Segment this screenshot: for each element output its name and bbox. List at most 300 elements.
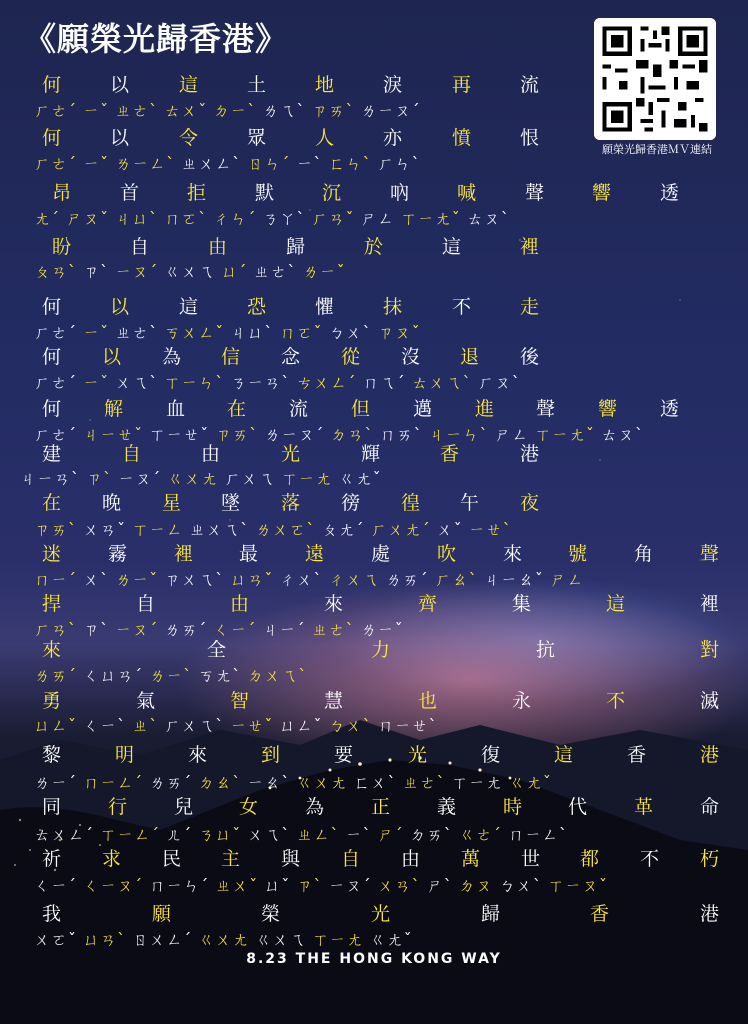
- bopomofo-segment: ㄒㄧㄥ: [132, 520, 190, 539]
- lyric-char: 香: [627, 744, 647, 766]
- bopomofo-segment: ㄇㄞˋ: [379, 425, 429, 444]
- bopomofo-segment: ㄓㄨˇ: [215, 876, 265, 895]
- lyric-char: 首: [120, 182, 140, 204]
- lyric-char: 何: [42, 127, 62, 149]
- lyric-char: 來: [188, 744, 208, 766]
- bopomofo-segment: ㄈㄨˋ: [353, 773, 403, 792]
- lyric-char: 集: [512, 593, 532, 615]
- bopomofo-segment: ㄕˋ: [426, 876, 459, 895]
- lyric-char: 歸: [286, 236, 306, 258]
- bopomofo-segment: ㄉㄞˋ: [409, 825, 459, 844]
- lyric-char: 由: [230, 593, 250, 615]
- bopomofo-segment: ㄏㄡˋ: [477, 373, 521, 392]
- bopomofo-segment: ㄩㄢˋ: [83, 930, 133, 949]
- bopomofo-segment: ㄐㄩˋ: [230, 323, 280, 342]
- lyric-char: 明: [115, 744, 135, 766]
- bopomofo-segment: ㄌㄧㄡˊ: [264, 425, 331, 444]
- lyric-char: 自: [130, 236, 150, 258]
- lyric-char: 沒: [401, 346, 421, 368]
- lyric-char: 號: [568, 543, 588, 565]
- lyric-char: 主: [221, 848, 241, 870]
- bopomofo-segment: ㄏㄣˋ: [377, 154, 421, 173]
- lyric-char: 喊: [457, 182, 477, 204]
- lyric-char: 要: [334, 744, 354, 766]
- bopomofo-segment: ㄅㄨˋ: [328, 716, 378, 735]
- bopomofo-segment: ㄒㄧㄣˋ: [164, 373, 231, 392]
- bopomofo-segment: ㄖㄣˊ: [247, 154, 297, 173]
- lyric-char: 遠: [305, 543, 325, 565]
- bopomofo-segment: ㄌㄞˊ: [385, 570, 435, 589]
- lyric-char: 昂: [52, 182, 72, 204]
- lyric-char: 在: [227, 398, 247, 420]
- lyric-char: 榮: [261, 903, 281, 925]
- lyric-char: 後: [520, 346, 540, 368]
- lyric-char: 星: [162, 492, 182, 514]
- bopomofo-segment: ㄍㄨㄤ: [198, 930, 256, 949]
- bopomofo-segment: ㄑㄩㄢˊ: [83, 666, 150, 685]
- lyric-char: 光: [408, 744, 428, 766]
- lyric-char: 革: [634, 796, 654, 818]
- bopomofo-segment: ㄊㄡˋ: [600, 425, 644, 444]
- lyric-char: 對: [700, 639, 720, 661]
- lyric-char: 何: [42, 74, 62, 96]
- lyric-char: 恐: [247, 296, 267, 318]
- lyric-char: 智: [230, 690, 250, 712]
- lyric-line-bopomofo: [34, 425, 644, 445]
- bopomofo-segment: ㄧˇ: [83, 373, 116, 392]
- lyric-char: 午: [460, 492, 480, 514]
- lyric-char: 正: [371, 796, 391, 818]
- lyric-char: 在: [42, 492, 62, 514]
- bopomofo-segment: ㄇㄧㄝˋ: [377, 716, 438, 735]
- bopomofo-segment: ㄧˋ: [345, 825, 378, 844]
- lyric-line-bopomofo: [34, 773, 552, 793]
- lyric-char: 沉: [322, 182, 342, 204]
- bopomofo-segment: ㄏㄜˊ: [34, 425, 84, 444]
- lyric-char: 土: [247, 74, 267, 96]
- bopomofo-segment: ㄨㄟˋ: [247, 825, 297, 844]
- lyric-line-bopomofo: [34, 373, 521, 393]
- lyric-char: 歸: [481, 903, 501, 925]
- lyric-char: 最: [239, 543, 259, 565]
- bopomofo-segment: ㄒㄧㄥˊ: [100, 825, 167, 844]
- bopomofo-segment: ㄉㄨㄟˋ: [247, 666, 308, 685]
- lyric-char: 退: [460, 346, 480, 368]
- bopomofo-segment: ㄩˊ: [221, 262, 254, 281]
- lyric-char: 角: [634, 543, 654, 565]
- bopomofo-segment: ㄨㄢˋ: [377, 876, 427, 895]
- bopomofo-segment: ㄉㄠˋ: [198, 773, 248, 792]
- bopomofo-segment: ㄓㄥˋ: [296, 825, 346, 844]
- lyric-char: 迷: [42, 543, 62, 565]
- lyric-char: 建: [42, 443, 62, 465]
- bopomofo-segment: ㄩㄥˇ: [34, 716, 84, 735]
- bopomofo-segment: ㄉㄡ: [458, 876, 499, 895]
- bopomofo-segment: ㄒㄧㄤˇ: [534, 425, 601, 444]
- lyric-line-bopomofo: [34, 101, 421, 121]
- bopomofo-segment: ㄌㄧㄥˋ: [115, 154, 182, 173]
- bopomofo-segment: ㄧㄡˊ: [118, 469, 168, 488]
- bopomofo-segment: ㄍㄨㄟ: [164, 262, 222, 281]
- lyric-char: 民: [162, 848, 182, 870]
- bopomofo-segment: ㄏㄢˋ: [34, 620, 84, 639]
- bopomofo-segment: ㄗˋ: [83, 620, 116, 639]
- lyric-char: 自: [136, 593, 156, 615]
- lyric-char: 盼: [52, 236, 72, 258]
- lyric-char: 由: [208, 236, 228, 258]
- lyric-char: 自: [341, 848, 361, 870]
- bopomofo-segment: ㄇㄧˊ: [34, 570, 84, 589]
- lyric-char: 朽: [700, 848, 720, 870]
- lyric-char: 這: [442, 236, 462, 258]
- lyric-char: 願: [152, 903, 172, 925]
- lyric-char: 處: [371, 543, 391, 565]
- lyric-char: 以: [110, 296, 130, 318]
- lyric-char: 氣: [136, 690, 156, 712]
- lyric-char: 世: [521, 848, 541, 870]
- lyric-char: 何: [42, 346, 62, 368]
- bopomofo-segment: ㄌㄞˊ: [149, 773, 199, 792]
- lyric-char: 捍: [42, 593, 62, 615]
- bopomofo-segment: ㄆㄤˊ: [321, 520, 371, 539]
- lyric-char: 港: [700, 903, 720, 925]
- lyric-char: 為: [305, 796, 325, 818]
- bopomofo-segment: ㄇㄧㄥˊ: [83, 773, 150, 792]
- bopomofo-segment: ㄒㄧㄤ: [281, 469, 339, 488]
- bopomofo-segment: ㄨˇ: [436, 520, 469, 539]
- lyric-char: 來: [324, 593, 344, 615]
- lyric-char: 霧: [108, 543, 128, 565]
- lyric-line-bopomofo: [20, 469, 382, 489]
- bopomofo-segment: ㄇㄧㄥˋ: [507, 825, 568, 844]
- bopomofo-segment: ㄤˊ ㄕㄡˇ ㄐㄩˋ ㄇㄛˋ ㄔㄣˊ: [34, 209, 263, 228]
- lyric-line-bopomofo: [34, 716, 438, 736]
- lyric-char: 徨: [401, 492, 421, 514]
- bopomofo-segment: ㄎㄤˋ: [198, 666, 248, 685]
- lyric-line-bopomofo: [34, 209, 510, 229]
- lyric-char: 全: [207, 639, 227, 661]
- lyric-char: 為: [162, 346, 182, 368]
- bopomofo-segment: ㄗㄞˋ: [215, 425, 265, 444]
- lyric-char: 光: [371, 903, 391, 925]
- lyric-char: 聲: [536, 398, 556, 420]
- bopomofo-segment: ㄨˋ: [83, 570, 116, 589]
- bopomofo-segment: ㄧㄝˋ: [468, 520, 512, 539]
- lyric-char: 求: [102, 848, 122, 870]
- bopomofo-segment: ㄍㄨㄤ: [167, 469, 225, 488]
- bopomofo-segment: ㄒㄧㄤ: [312, 930, 370, 949]
- lyric-char: 於: [364, 236, 384, 258]
- lyric-char: 這: [179, 296, 199, 318]
- bopomofo-segment: ㄓㄨㄟˋ: [189, 520, 256, 539]
- bopomofo-segment: ㄌㄧˊ: [34, 773, 84, 792]
- lyric-char: 萬: [461, 848, 481, 870]
- lyric-char: 香: [440, 443, 460, 465]
- bopomofo-segment: ㄓㄜˋ: [253, 262, 303, 281]
- lyric-char: 港: [520, 443, 540, 465]
- lyric-char: 裡: [520, 236, 540, 258]
- lyric-char: 晚: [102, 492, 122, 514]
- lyric-char: 時: [503, 796, 523, 818]
- lyric-line-bopomofo: [34, 154, 421, 174]
- qr-caption: 願榮光歸香港ＭＶ連結: [602, 143, 712, 156]
- bopomofo-segment: ㄒㄧㄤˇ: [400, 209, 467, 228]
- lyric-char: 來: [42, 639, 62, 661]
- footer-text: 8.23 THE HONG KONG WAY: [246, 951, 502, 967]
- bopomofo-segment: ㄏㄨㄤˊ: [370, 520, 437, 539]
- bopomofo-segment: ㄋㄩˇ: [198, 825, 248, 844]
- lyric-char: 義: [437, 796, 457, 818]
- lyric-char: 聲: [525, 182, 545, 204]
- bopomofo-segment: ㄌㄧˇ: [115, 570, 165, 589]
- bopomofo-segment: ㄌㄞˊ: [164, 620, 214, 639]
- bopomofo-segment: ㄕˊ: [377, 825, 410, 844]
- bopomofo-segment: ㄨㄟˋ: [115, 373, 165, 392]
- bopomofo-segment: ㄐㄧㄣˋ: [428, 425, 495, 444]
- bopomofo-segment: ㄑㄧˊ: [34, 876, 84, 895]
- bopomofo-segment: ㄏㄨㄟˋ: [164, 716, 231, 735]
- bopomofo-segment: ㄅㄨˋ: [498, 876, 549, 895]
- bopomofo-segment: ㄍㄤˇ: [508, 773, 552, 792]
- bopomofo-segment: ㄒㄧㄝˇ: [149, 425, 216, 444]
- bopomofo-segment: ㄧㄡˊ: [115, 620, 165, 639]
- bopomofo-segment: ㄧㄡˊ: [328, 876, 378, 895]
- lyric-char: 拒: [187, 182, 207, 204]
- bopomofo-segment: ㄏㄠˋ: [434, 570, 484, 589]
- bopomofo-segment: ㄆㄢˋ: [34, 262, 84, 281]
- lyric-char: 恨: [520, 127, 540, 149]
- bopomofo-segment: ㄓㄜˋ: [402, 773, 452, 792]
- bopomofo-segment: ㄌㄨㄛˋ: [255, 520, 322, 539]
- bopomofo-segment: ㄗˋ: [86, 469, 119, 488]
- bopomofo-segment: ㄋㄚˋ: [262, 209, 312, 228]
- lyric-char: 憤: [452, 127, 472, 149]
- lyric-char: 解: [104, 398, 124, 420]
- lyric-char: 從: [341, 346, 361, 368]
- lyric-char: 透: [660, 182, 680, 204]
- lyric-char: 進: [475, 398, 495, 420]
- bopomofo-segment: ㄩˇ: [264, 876, 297, 895]
- bopomofo-segment: ㄋㄧㄢˋ: [230, 373, 297, 392]
- bopomofo-segment: ㄧㄡˊ: [115, 262, 165, 281]
- bopomofo-segment: ㄇㄟˊ: [362, 373, 412, 392]
- lyric-char: 慧: [324, 690, 344, 712]
- lyric-char: 透: [660, 398, 680, 420]
- lyric-char: 來: [503, 543, 523, 565]
- lyric-char: 這: [554, 744, 574, 766]
- lyric-char: 命: [700, 796, 720, 818]
- lyric-char: 不: [606, 690, 626, 712]
- bopomofo-segment: ㄇㄛˇ: [279, 323, 329, 342]
- lyric-char: 兒: [174, 796, 194, 818]
- bopomofo-segment: ㄧˇ: [83, 323, 116, 342]
- bopomofo-segment: ㄐㄧㄢˋ: [20, 469, 87, 488]
- lyric-char: 人: [315, 127, 335, 149]
- bopomofo-segment: ㄍㄜˊ: [458, 825, 508, 844]
- lyric-char: 念: [281, 346, 301, 368]
- lyric-line-bopomofo: [34, 666, 307, 686]
- bopomofo-segment: ㄖㄨㄥˊ: [132, 930, 199, 949]
- bopomofo-segment: ㄍㄤˇ: [338, 469, 382, 488]
- lyric-char: 響: [592, 182, 612, 204]
- lyric-char: 復: [481, 744, 501, 766]
- lyric-char: 何: [42, 398, 62, 420]
- lyric-char: 代: [568, 796, 588, 818]
- lyric-char: 夜: [520, 492, 540, 514]
- bopomofo-segment: ㄌㄧㄡˊ: [360, 101, 421, 120]
- bopomofo-segment: ㄏㄢˇ: [311, 209, 361, 228]
- bopomofo-segment: ㄑㄧㄡˊ: [83, 876, 150, 895]
- bopomofo-segment: ㄕㄥ: [549, 570, 584, 589]
- lyric-char: 都: [580, 848, 600, 870]
- bopomofo-segment: ㄧㄝˇ: [230, 716, 280, 735]
- bopomofo-segment: ㄏㄜˊ ㄧˇ ㄓㄜˋ ㄊㄨˇ ㄉㄧˋ: [34, 101, 263, 120]
- bopomofo-segment: ㄊㄨㄟˋ: [411, 373, 478, 392]
- lyric-char: 女: [239, 796, 259, 818]
- bopomofo-segment: ㄍㄨㄤ: [296, 773, 354, 792]
- lyric-char: 吶: [390, 182, 410, 204]
- bopomofo-segment: ㄈㄣˋ: [328, 154, 378, 173]
- lyric-char: 祈: [42, 848, 62, 870]
- lyric-char: 裡: [174, 543, 194, 565]
- lyric-char: 血: [166, 398, 186, 420]
- lyric-char: 力: [371, 639, 391, 661]
- lyric-char: 再: [452, 74, 472, 96]
- lyric-char: 流: [520, 74, 540, 96]
- lyric-char: 行: [108, 796, 128, 818]
- bopomofo-segment: ㄒㄧㄤ: [451, 773, 509, 792]
- lyric-line-bopomofo: [34, 570, 584, 590]
- lyric-char: 光: [281, 443, 301, 465]
- lyric-char: 勇: [42, 690, 62, 712]
- bopomofo-segment: ㄔㄨˋ: [279, 570, 329, 589]
- bopomofo-segment: ㄌㄧˇ: [360, 620, 404, 639]
- lyric-char: 齊: [418, 593, 438, 615]
- lyric-char: 吹: [437, 543, 457, 565]
- lyric-char: 自: [122, 443, 142, 465]
- bopomofo-segment: ㄏㄜˊ ㄧˇ: [34, 154, 116, 173]
- lyric-line-bopomofo: [34, 620, 404, 640]
- lyric-char: 聲: [700, 543, 720, 565]
- lyric-line-bopomofo: [34, 262, 346, 282]
- lyric-line-bopomofo: [34, 323, 421, 343]
- lyric-char: 何: [42, 296, 62, 318]
- bopomofo-segment: ㄑㄧˋ: [83, 716, 133, 735]
- lyric-char: 裡: [700, 593, 720, 615]
- lyric-char: 黎: [42, 744, 62, 766]
- lyric-char: 默: [255, 182, 275, 204]
- bopomofo-segment: ㄊㄨㄥˊ: [34, 825, 101, 844]
- bopomofo-segment: ㄓˋ: [132, 716, 165, 735]
- lyric-char: 眾: [247, 127, 267, 149]
- lyric-line-bopomofo: [34, 930, 413, 950]
- lyric-char: 落: [281, 492, 301, 514]
- lyric-char: 以: [110, 127, 130, 149]
- lyric-char: 淚: [383, 74, 403, 96]
- bopomofo-segment: ㄗˋ: [296, 876, 329, 895]
- bopomofo-segment: ㄨㄢˇ: [83, 520, 133, 539]
- bopomofo-segment: ㄧㄠˋ: [247, 773, 297, 792]
- lyric-line-bopomofo: [34, 876, 608, 896]
- bopomofo-segment: ㄊㄡˋ: [466, 209, 510, 228]
- bopomofo-segment: ㄎㄨㄥˇ: [164, 323, 231, 342]
- bopomofo-segment: ㄗㄞˋ: [311, 101, 361, 120]
- lyric-char: 響: [598, 398, 618, 420]
- lyric-char: 我: [42, 903, 62, 925]
- bopomofo-segment: ㄗㄨㄟˋ: [164, 570, 231, 589]
- bopomofo-segment: ㄌㄧˋ: [149, 666, 199, 685]
- lyric-char: 香: [590, 903, 610, 925]
- bopomofo-segment: ㄗㄞˋ: [34, 520, 84, 539]
- lyric-char: 港: [700, 744, 720, 766]
- lyric-char: 也: [418, 690, 438, 712]
- lyric-char: 到: [261, 744, 281, 766]
- bopomofo-segment: ㄓㄨㄥˋ: [181, 154, 248, 173]
- bopomofo-segment: ㄧˋ: [296, 154, 329, 173]
- bopomofo-segment: ㄒㄧㄡˇ: [548, 876, 609, 895]
- lyric-char: 這: [606, 593, 626, 615]
- bopomofo-segment: ㄌㄟˋ: [262, 101, 312, 120]
- bopomofo-segment: ㄐㄧˊ: [262, 620, 312, 639]
- lyric-char: 懼: [315, 296, 335, 318]
- lyric-char: 令: [179, 127, 199, 149]
- bopomofo-segment: ㄨㄛˇ: [34, 930, 84, 949]
- bopomofo-segment: ㄐㄧㄝˇ: [83, 425, 150, 444]
- lyric-char: 走: [520, 296, 540, 318]
- lyric-line-bopomofo: [34, 825, 568, 845]
- bopomofo-segment: ㄍㄨㄟ: [255, 930, 313, 949]
- lyric-char: 墜: [221, 492, 241, 514]
- lyric-char: 永: [512, 690, 532, 712]
- bopomofo-segment: ㄕㄥ: [494, 425, 535, 444]
- bopomofo-segment: ㄏㄨㄟ: [224, 469, 282, 488]
- lyric-char: 流: [289, 398, 309, 420]
- lyric-char: 不: [640, 848, 660, 870]
- lyric-char: 以: [110, 74, 130, 96]
- bopomofo-segment: ㄉㄢˋ: [330, 425, 380, 444]
- song-title: 《願榮光歸香港》: [24, 20, 289, 58]
- lyric-char: 輝: [361, 443, 381, 465]
- lyric-char: 這: [179, 74, 199, 96]
- bopomofo-segment: ㄓㄜˋ: [311, 620, 361, 639]
- bopomofo-segment: ㄐㄧㄠˇ: [483, 570, 550, 589]
- bopomofo-segment: ㄇㄧㄣˊ: [149, 876, 216, 895]
- lyric-char: 由: [401, 848, 421, 870]
- bopomofo-segment: ㄏㄜˊ: [34, 373, 84, 392]
- bopomofo-segment: ㄗㄡˇ: [377, 323, 421, 342]
- bopomofo-segment: ㄩㄥˇ: [279, 716, 329, 735]
- bopomofo-segment: ㄓㄜˋ: [115, 323, 165, 342]
- lyric-char: 同: [42, 796, 62, 818]
- lyric-char: 滅: [700, 690, 720, 712]
- lyric-char: 抹: [383, 296, 403, 318]
- lyric-char: 邁: [413, 398, 433, 420]
- lyric-char: 與: [281, 848, 301, 870]
- lyric-char: 但: [351, 398, 371, 420]
- bopomofo-segment: ㄗˋ: [83, 262, 116, 281]
- lyric-char: 不: [452, 296, 472, 318]
- bopomofo-segment: ㄍㄤˇ: [369, 930, 413, 949]
- lyric-line-bopomofo: [34, 520, 512, 540]
- bopomofo-segment: ㄑㄧˊ: [213, 620, 263, 639]
- bopomofo-segment: ㄕㄥ: [360, 209, 401, 228]
- bopomofo-segment: ㄘㄨㄥˊ: [296, 373, 363, 392]
- lyric-char: 亦: [383, 127, 403, 149]
- bopomofo-segment: ㄏㄜˊ: [34, 323, 84, 342]
- lyric-char: 徬: [341, 492, 361, 514]
- bopomofo-segment: ㄦˊ: [166, 825, 199, 844]
- lyric-char: 信: [221, 346, 241, 368]
